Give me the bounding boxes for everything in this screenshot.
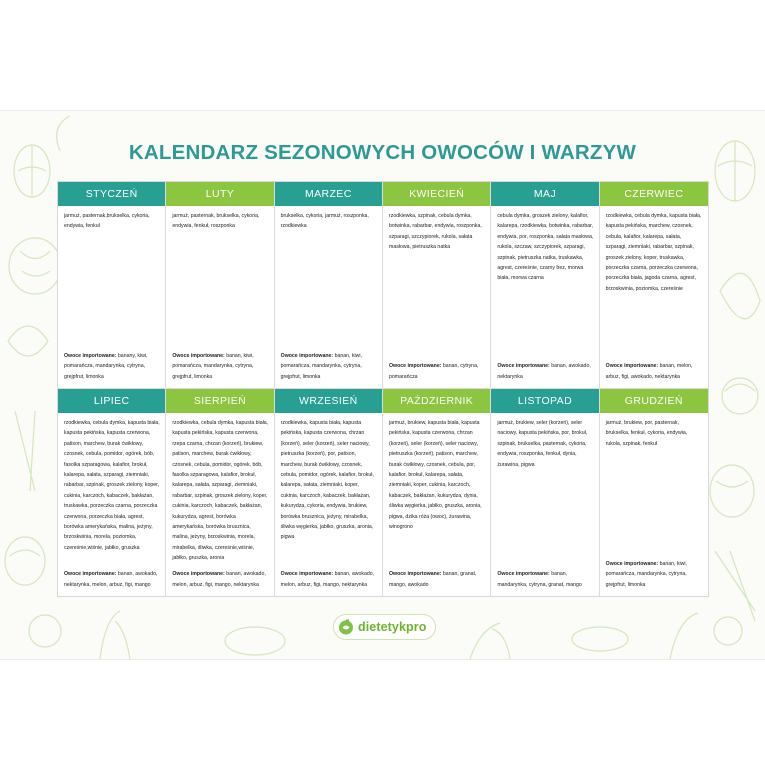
month-cell xyxy=(166,389,274,596)
imported-fruit xyxy=(389,361,486,382)
imported-label: Owoce importowane: xyxy=(280,352,334,359)
imported-fruit xyxy=(497,361,594,382)
imported-list: banan, awokado, nektarynka, melon, arbuz, figi, mango xyxy=(64,571,158,588)
month-name: MAJ xyxy=(491,182,598,206)
month-cell xyxy=(600,389,708,596)
imported-label: Owoce importowane: xyxy=(389,571,442,578)
imported-list: banan, kiwi, pomarańcza, mandarynka, cytryna, grejpfrut, limonka xyxy=(605,560,687,588)
month-body xyxy=(491,413,598,596)
page-title: KALENDARZ SEZONOWYCH OWOCÓW I WARZYW xyxy=(128,141,637,164)
month-body xyxy=(600,413,708,596)
month-body xyxy=(383,206,490,388)
domestic-produce-list: brukselka, cykoria, jarmuż, roszponka, rzodkiewka xyxy=(280,213,369,230)
domestic-produce-list: rzodkiewka, cebula dymka, kapusta biała, kapusta pekińska, kapusta czerwona, rzepa czarna, chrzan (korzeń), brukiew, patison, marchew, burak ćwikłowy, czosnek, cebula, pomidor, ogórek, bób, fasolka szparagowa, kalafior, brokuł, kalarepa, sałata, szparagi, ziemniaki, rabarbar, szpinak, groszek zielony, koper, cukinia, karczoch, kabaczek, bakłażan, kukurydza, agrest, borówka amerykańska, borówka brusznica, malina, jeżyny, brzoskwinia, morela, mirabelka, śliwka, czereśnie,wiśnie, jabłko, gruszka, aronia xyxy=(172,420,269,562)
month-body xyxy=(166,206,273,388)
month-name: GRUDZIEŃ xyxy=(600,389,708,413)
imported-label: Owoce importowane: xyxy=(172,352,225,359)
imported-fruit xyxy=(172,351,269,382)
domestic-produce-list: rzodkiewka, szpinak, cebula dymka, botwinka, rabarbar, endywia, roszponka, szparagi, szczypiorek, rukola, sałata masłowa, pietruszka natka xyxy=(389,213,482,251)
imported-label: Owoce importowane: xyxy=(172,571,225,578)
imported-label: Owoce importowane: xyxy=(605,363,659,370)
month-name: WRZESIEŃ xyxy=(275,389,382,413)
month-cell xyxy=(600,182,708,389)
domestic-produce-list: jarmuż, pasternak, brukselka, cykoria, endywia, fenkuł, roszponka xyxy=(172,213,260,230)
dietetykpro-logo xyxy=(333,614,436,640)
imported-fruit xyxy=(172,569,269,590)
month-body xyxy=(58,206,165,388)
imported-fruit xyxy=(281,569,378,590)
imported-fruit xyxy=(389,569,486,590)
month-cell xyxy=(275,182,383,389)
month-body xyxy=(275,413,382,596)
domestic-produce-list: rzodkiewka, cebula dymka, kapusta biała, kapusta pekińska, marchew, czosnek, cebula, kalafior, kalarepa, sałata, szparagi, ziemniaki, rabarbar, szpinak, groszek zielony, koper, truskawka, porzeczka czarna, porzeczka czerwona, porzeczka biała, jagoda czarna, agrest, brzoskwinia, poziomka, czereśnie xyxy=(605,213,702,292)
imported-list: banan, mandarynka, cytryna, granat, mango xyxy=(497,571,582,588)
imported-label: Owoce importowane: xyxy=(605,560,659,567)
imported-list: banan, awokado, melon, arbuz, figi, mango, nektarynka xyxy=(172,571,266,588)
imported-list: banan, cytryna, pomarańcza xyxy=(389,363,479,380)
month-name: CZERWIEC xyxy=(600,182,708,206)
domestic-produce-list: rzodkiewka, cebula dymka, kapusta biała, kapusta pekińska, kapusta czerwona, patison, marchew, burak ćwikłowy, czosnek, cebula, pomidor, ogórek, bób, fasolka szparagowa, kalafior, brokuł, kalarepa, sałata, szparagi, ziemniaki, rabarbar, szpinak, groszek zielony, koper, cukinia, karczoch, kabaczek, bakłażan, truskawka, porzeczka czarna, porzeczka czerwona, porzeczka biała, agrest, borówka amerykańska, malina, jeżyny, brzoskwinia, morela, poziomka, czereśnie,wiśnie, jabłko, gruszka xyxy=(64,420,160,551)
imported-label: Owoce importowane: xyxy=(497,363,550,370)
imported-list: banan, awokado, melon, arbuz, figi, mango, nektarynka xyxy=(280,571,375,588)
imported-list: banan, melon, arbuz, figi, awokado, nektarynka xyxy=(605,363,693,380)
month-body xyxy=(491,206,598,388)
month-body xyxy=(166,413,273,596)
season-calendar-grid xyxy=(57,181,709,597)
imported-list: banany, kiwi, pomarańcza, mandarynka, cytryna, grejpfrut, limonka xyxy=(64,352,148,380)
month-name: STYCZEŃ xyxy=(58,182,165,206)
imported-label: Owoce importowane: xyxy=(280,571,334,578)
month-name: LISTOPAD xyxy=(491,389,598,413)
month-body xyxy=(275,206,382,388)
month-body xyxy=(600,206,708,388)
month-cell xyxy=(491,182,599,389)
month-cell xyxy=(58,182,166,389)
domestic-produce-list: jarmuż, brukiew, seler (korzeń), seler naciowy, kapusta pekińska, por, brokuł, szpinak, brukselka, pasternak, cykoria, endywia, roszponka, fenkuł, dynia, żurawina, pigwa xyxy=(497,420,588,468)
month-cell xyxy=(275,389,383,596)
imported-fruit xyxy=(64,569,161,590)
imported-label: Owoce importowane: xyxy=(64,352,117,359)
imported-label: Owoce importowane: xyxy=(389,363,442,370)
domestic-produce-list: jarmuż, brukiew, kapusta biała, kapusta pekińska, kapusta czerwona, chrzan (korzeń), seler (korzeń), seler naciowy, pietruszka (korzeń), patison, marchew, burak ćwikłowy, czosnek, cebula, por, kalafior, brokuł, kalarepa, sałata, ziemniaki, koper, cukinia, karczoch, kabaczek, bakłażan, kukurydza, dynia, śliwka węgierka, jabłko, gruszka, aronia, pigwa, dzika róża (owoc), żurawina, winogrono xyxy=(389,420,482,531)
imported-list: banan, awokado, nektarynka xyxy=(497,363,591,380)
imported-list: banan, granat, mango, awokado xyxy=(389,571,477,588)
month-cell xyxy=(58,389,166,596)
month-body xyxy=(58,413,165,596)
month-name: LIPIEC xyxy=(58,389,165,413)
month-body xyxy=(383,413,490,596)
month-cell xyxy=(383,182,491,389)
imported-fruit xyxy=(64,351,161,382)
imported-fruit xyxy=(497,569,594,590)
imported-label: Owoce importowane: xyxy=(64,571,117,578)
month-cell xyxy=(166,182,274,389)
domestic-produce-list: cebula dymka, groszek zielony, kalafior, kalarepa, rzodkiewka, botwinka, rabarbar, endywia, por, roszponka, sałata masłowa, rukola, szczaw, szczypiorek, szparagi, szpinak, pietruszka natka, truskawka, agrest, czereśnie, czarny bez, morwa biała, morwa czarna xyxy=(497,213,594,282)
imported-label: Owoce importowane: xyxy=(497,571,550,578)
apple-logo-icon xyxy=(338,619,354,635)
imported-list: banan, kiwi, pomarańcza, mandarynka, cytryna, grejpfrut, limonka xyxy=(280,352,362,380)
imported-fruit xyxy=(281,351,378,382)
month-cell xyxy=(491,389,599,596)
logo-text: dietetykpro xyxy=(358,620,427,634)
imported-fruit xyxy=(606,361,704,382)
domestic-produce-list: jarmuż, brukiew, por, pasternak, brukselka, fenkuł, cykoria, endywia, rukola, szpinak, fenkuł xyxy=(605,420,688,447)
domestic-produce-list: jarmuż, pasternak,brukselka, cykoria, endywia, fenkuł xyxy=(64,213,150,230)
month-name: PAŹDZIERNIK xyxy=(383,389,490,413)
month-name: MARZEC xyxy=(275,182,382,206)
month-cell xyxy=(383,389,491,596)
imported-fruit xyxy=(606,559,704,590)
domestic-produce-list: rzodkiewka, kapusta biała, kapusta pekińska, kapusta czerwona, chrzan (korzeń), seler (korzeń), seler naciowy, pietruszka (korzeń), por, patison, marchew, burak ćwikłowy, czosnek, cebula, pomidor, ogórek, kalafior, brokuł, kalarepa, sałata, ziemniaki, koper, cukinia, karczoch, kabaczek, bakłażan, kukurydza, cykoria, endywia, brukiew, borówka brusznica, jeżyny, mirabelka, śliwka węgierka, jabłko, gruszka, aronia, pigwa xyxy=(280,420,374,541)
month-name: SIERPIEŃ xyxy=(166,389,273,413)
imported-list: banan, kiwi, pomarańcza, mandarynka, cytryna, grejpfrut, limonka xyxy=(172,352,254,380)
month-name: KWIECIEŃ xyxy=(383,182,490,206)
month-name: LUTY xyxy=(166,182,273,206)
